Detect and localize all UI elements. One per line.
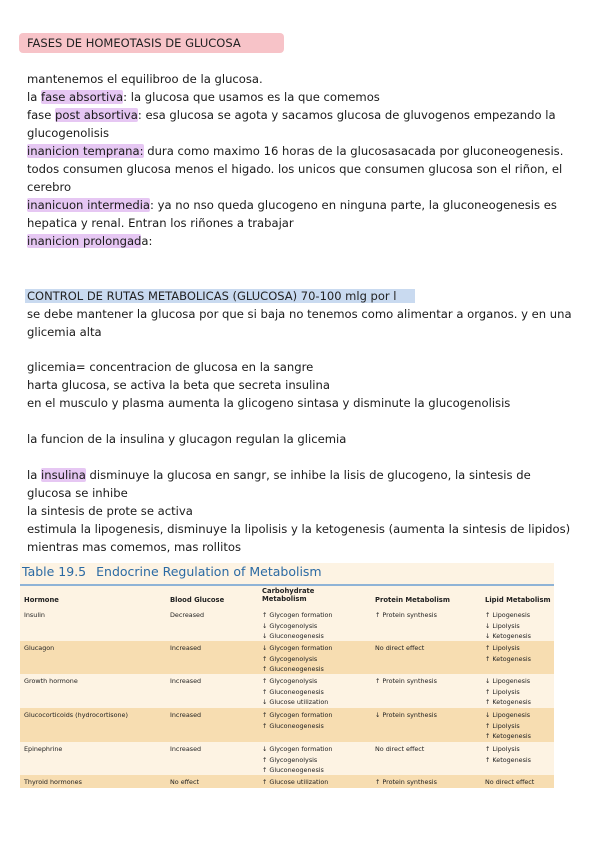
cell-line: ↑ Ketogenesis — [485, 654, 532, 663]
cell-line: ↑ Lipogenesis — [485, 611, 531, 619]
table-caption: Endocrine Regulation of Metabolism — [96, 564, 322, 579]
carbohydrate-cell — [262, 610, 370, 642]
highlight-term: fase absortiva — [41, 90, 124, 104]
cell-line: ↑ Lipolysis — [485, 687, 520, 696]
lipid-cell — [485, 777, 555, 788]
cell-line: ↓ Ketogenesis — [485, 632, 532, 640]
cell-line: ↑ Lipolysis — [485, 644, 520, 652]
cell-line: ↑ Glycogenolysis — [262, 755, 318, 764]
note-text: glicemia= concentracion de glucosa en la sangre — [27, 360, 314, 374]
note-text: la — [27, 468, 42, 482]
cell-line: ↓ Protein synthesis — [375, 711, 437, 719]
column-header: Carbohydrate Metabolism — [262, 587, 315, 603]
lipid-cell — [485, 710, 555, 742]
protein-cell — [375, 710, 483, 721]
control-paragraph-2 — [27, 358, 572, 412]
hormone-cell — [24, 777, 164, 788]
table-rule — [20, 584, 554, 586]
blood-glucose-cell — [170, 610, 255, 621]
highlight-term: inanicuon intermedia — [27, 198, 151, 212]
note-text: : la glucosa que usamos es la que comemos — [123, 90, 380, 104]
control-paragraph-1 — [27, 305, 572, 341]
cell-line: ↑ Glycogen formation — [262, 611, 333, 619]
carbohydrate-cell — [262, 710, 370, 731]
lipid-cell — [485, 643, 555, 664]
carbohydrate-cell — [262, 676, 370, 708]
hormone-cell — [24, 643, 164, 654]
control-paragraph-3 — [27, 430, 572, 448]
note-text: la funcion de la insulina y glucagon regulan la glicemia — [27, 432, 347, 446]
protein-cell — [375, 744, 483, 755]
cell-line: Glucagon — [24, 644, 55, 652]
table-title — [22, 564, 322, 579]
cell-line: ↑ Gluconeogenesis — [262, 687, 324, 696]
protein-cell — [375, 610, 483, 621]
cell-line: ↓ Gluconeogenesis — [262, 632, 324, 640]
note-text: fase — [27, 108, 56, 122]
control-paragraph-4 — [27, 466, 572, 556]
section-title-fases: FASES DE HOMEOTASIS DE GLUCOSA — [19, 33, 284, 53]
cell-line: Increased — [170, 745, 202, 753]
column-header: Lipid Metabolism — [485, 596, 551, 604]
highlight-term: inanicion prolongad — [27, 234, 142, 248]
cell-line: Increased — [170, 677, 202, 685]
cell-line: ↑ Gluconeogenesis — [262, 766, 324, 774]
carbohydrate-cell — [262, 643, 370, 675]
hormone-cell — [24, 610, 164, 621]
blood-glucose-cell — [170, 777, 255, 788]
cell-line: ↓ Glycogen formation — [262, 644, 333, 652]
cell-line: ↓ Lipogenesis — [485, 677, 531, 685]
cell-line: ↑ Glycogenolysis — [262, 654, 318, 663]
note-line — [27, 142, 572, 196]
endocrine-table — [20, 563, 554, 787]
note-line — [27, 88, 572, 106]
note-line — [27, 70, 572, 88]
note-line — [27, 232, 572, 250]
column-header: Hormone — [24, 596, 59, 604]
cell-line: ↑ Ketogenesis — [485, 755, 532, 764]
cell-line: Epinephrine — [24, 745, 63, 753]
cell-line: ↑ Ketogenesis — [485, 698, 532, 706]
cell-line: Increased — [170, 711, 202, 719]
cell-line: ↓ Glycogen formation — [262, 745, 333, 753]
cell-line: Increased — [170, 644, 202, 652]
note-line — [27, 196, 572, 232]
cell-line: ↑ Gluconeogenesis — [262, 721, 324, 730]
hormone-cell — [24, 744, 164, 755]
blood-glucose-cell — [170, 744, 255, 755]
note-text: dura como maximo 16 horas de la glucosasacada por gluconeogenesis. todos consumen glucosa menos el higado. los unicos que consumen glucosa son el riñon, el cerebro — [27, 144, 564, 194]
blood-glucose-cell — [170, 710, 255, 721]
section-title-control: CONTROL DE RUTAS METABOLICAS (GLUCOSA) 70-100 mlg por l — [25, 289, 415, 303]
column-header: Blood Glucose — [170, 596, 225, 604]
cell-line: ↑ Gluconeogenesis — [262, 665, 324, 673]
cell-line: ↑ Protein synthesis — [375, 778, 437, 786]
note-text: la — [27, 90, 42, 104]
cell-line: ↓ Lipolysis — [485, 621, 520, 630]
note-text: : ya no nso queda glucogeno en ninguna parte, la gluconeogenesis es hepatica y renal. Entran los riñones a trabajar — [27, 198, 557, 230]
cell-line: ↑ Protein synthesis — [375, 611, 437, 619]
carbohydrate-cell — [262, 744, 370, 776]
table-row — [20, 708, 554, 742]
highlight-term: inanicion temprana: — [27, 144, 144, 158]
protein-cell — [375, 643, 483, 654]
column-header: Protein Metabolism — [375, 596, 450, 604]
note-text: mantenemos el equilibroo de la glucosa. — [27, 72, 263, 86]
cell-line: Thyroid hormones — [24, 778, 82, 786]
protein-cell — [375, 777, 483, 788]
cell-line: No effect — [170, 778, 200, 786]
cell-line: ↓ Lipogenesis — [485, 711, 531, 719]
note-line — [27, 106, 572, 142]
cell-line: Growth hormone — [24, 677, 78, 685]
highlight-term: insulina — [41, 468, 86, 482]
cell-line: No direct effect — [485, 778, 535, 786]
cell-line: Decreased — [170, 611, 205, 619]
cell-line: ↑ Glucose utilization — [262, 778, 329, 786]
note-text: estimula la lipogenesis, disminuye la lipolisis y la ketogenesis (aumenta la sintesis de lipidos) mientras mas comemos, mas rollitos — [27, 522, 571, 554]
cell-line: ↑ Lipolysis — [485, 745, 520, 753]
blood-glucose-cell — [170, 676, 255, 687]
lipid-cell — [485, 676, 555, 708]
table-row — [20, 674, 554, 708]
carbohydrate-cell — [262, 777, 370, 788]
cell-line: Glucocorticoids (hydrocortisone) — [24, 711, 128, 719]
table-row — [20, 742, 554, 775]
hormone-cell — [24, 676, 164, 687]
cell-line: ↑ Glycogenolysis — [262, 677, 318, 685]
cell-line: ↑ Lipolysis — [485, 721, 520, 730]
note-text: a: — [141, 234, 153, 248]
note-text: : esa glucosa se agota y sacamos glucosa de gluvogenos empezando la glucogenolisis — [27, 108, 556, 140]
table-row — [20, 775, 554, 788]
cell-line: No direct effect — [375, 745, 425, 753]
note-line — [27, 466, 572, 502]
table-number: Table 19.5 — [22, 564, 87, 579]
cell-line: ↑ Ketogenesis — [485, 732, 532, 740]
table-row — [20, 641, 554, 674]
table-row — [20, 608, 554, 641]
protein-cell — [375, 676, 483, 687]
note-text: se debe mantener la glucosa por que si baja no tenemos como alimentar a organos. y en una glicemia alta — [27, 307, 572, 339]
cell-line: ↑ Glycogen formation — [262, 711, 333, 719]
fases-notes — [27, 70, 572, 250]
cell-line: ↑ Protein synthesis — [375, 677, 437, 685]
cell-line: ↓ Glucose utilization — [262, 698, 329, 706]
cell-line: ↓ Glycogenolysis — [262, 621, 318, 630]
hormone-cell — [24, 710, 164, 721]
cell-line: No direct effect — [375, 644, 425, 652]
note-text: en el musculo y plasma aumenta la glicogeno sintasa y disminute la glucogenolisis — [27, 396, 511, 410]
note-text: disminuye la glucosa en sangr, se inhibe la lisis de glucogeno, la sintesis de glucosa se inhibe — [27, 468, 531, 500]
blood-glucose-cell — [170, 643, 255, 654]
cell-line: Insulin — [24, 611, 45, 619]
note-text: harta glucosa, se activa la beta que secreta insulina — [27, 378, 330, 392]
lipid-cell — [485, 610, 555, 642]
highlight-term: post absortiva — [55, 108, 138, 122]
note-text: la sintesis de prote se activa — [27, 504, 193, 518]
lipid-cell — [485, 744, 555, 765]
